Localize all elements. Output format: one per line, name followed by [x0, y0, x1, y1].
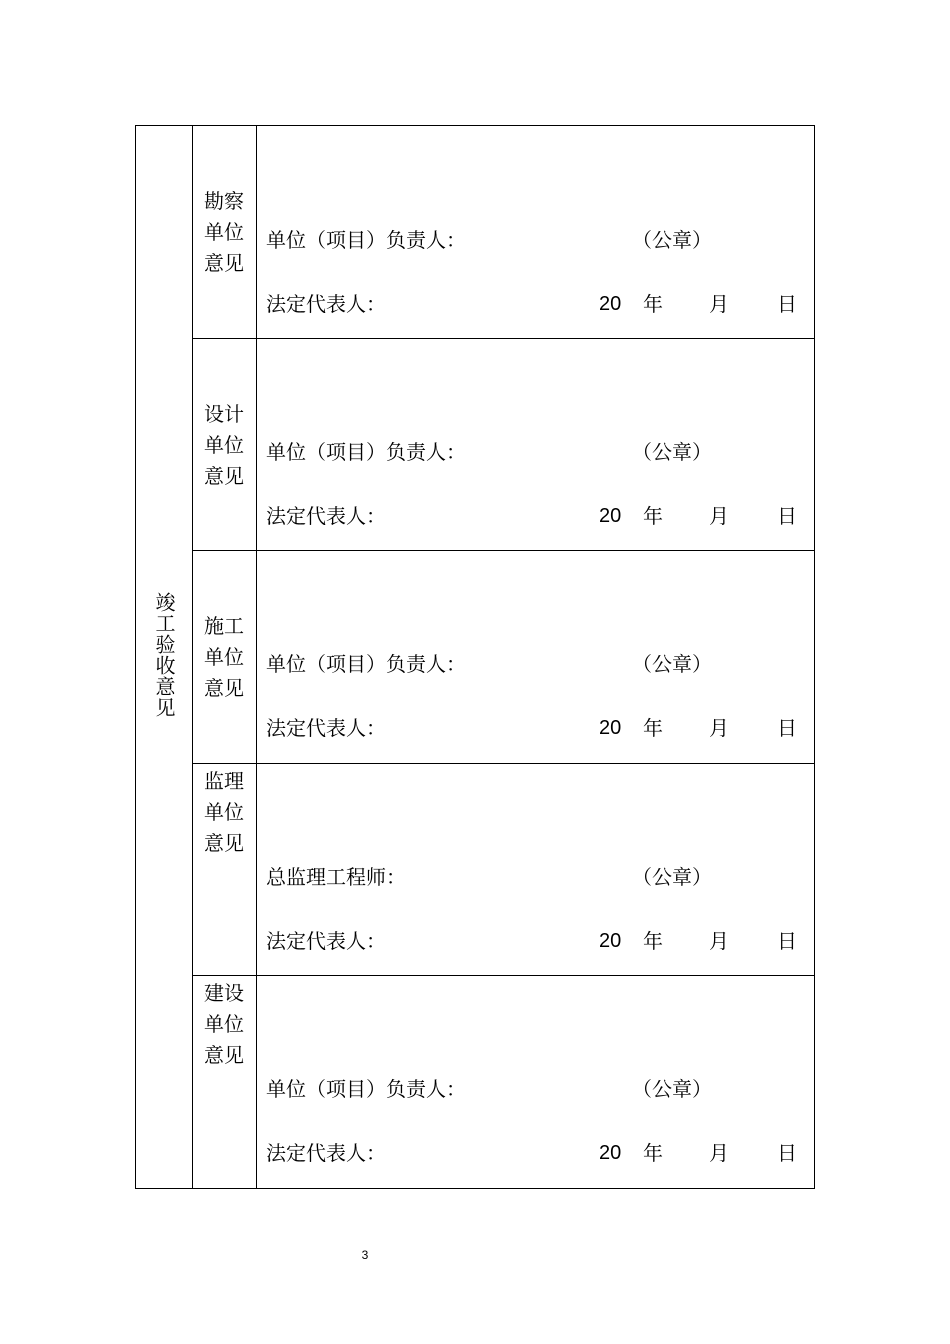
date-line — [266, 290, 814, 318]
signer-line — [266, 650, 814, 678]
signer-line — [266, 438, 814, 466]
opinion-content-cell[interactable] — [257, 764, 815, 976]
year-label: 年 — [643, 716, 663, 740]
month-label: 月 — [709, 1141, 729, 1165]
unit-label-cell — [193, 976, 257, 1189]
legal-rep-label: 法定代表人： — [266, 1141, 386, 1165]
opinion-content-cell[interactable] — [257, 339, 815, 551]
unit-label-cell — [193, 764, 257, 976]
opinion-row-construction — [136, 551, 815, 764]
day-label: 日 — [777, 1141, 797, 1165]
year-label: 年 — [643, 292, 663, 316]
day-label: 日 — [777, 504, 797, 528]
year-label: 年 — [643, 1141, 663, 1165]
signer-label: 单位（项目）负责人： — [266, 652, 466, 676]
section-title-cell — [136, 126, 193, 1189]
opinion-row-survey — [136, 126, 815, 339]
year-prefix: 20 — [599, 293, 622, 315]
signer-label: 单位（项目）负责人： — [266, 228, 466, 252]
unit-label-cell — [193, 126, 257, 339]
signer-label: 单位（项目）负责人： — [266, 440, 466, 464]
month-label: 月 — [709, 504, 729, 528]
legal-rep-label: 法定代表人： — [266, 292, 386, 316]
signer-label: 单位（项目）负责人： — [266, 1077, 466, 1101]
page-number: 3 — [361, 1248, 369, 1262]
signer-line — [266, 1075, 814, 1103]
month-label: 月 — [709, 716, 729, 740]
section-title: 竣工验收意见 — [152, 592, 176, 718]
day-label: 日 — [777, 292, 797, 316]
year-prefix: 20 — [599, 505, 622, 527]
year-prefix: 20 — [599, 717, 622, 739]
unit-label-cell — [193, 551, 257, 764]
seal-label: （公章） — [632, 1077, 712, 1101]
legal-rep-label: 法定代表人： — [266, 504, 386, 528]
unit-label: 设计单位意见 — [204, 402, 244, 488]
date-line — [266, 927, 814, 955]
legal-rep-label: 法定代表人： — [266, 929, 386, 953]
year-prefix: 20 — [599, 930, 622, 952]
signer-label: 总监理工程师： — [266, 865, 406, 889]
unit-label: 施工单位意见 — [204, 614, 244, 700]
year-label: 年 — [643, 929, 663, 953]
unit-label-cell — [193, 339, 257, 551]
day-label: 日 — [777, 929, 797, 953]
month-label: 月 — [709, 929, 729, 953]
opinion-content-cell[interactable] — [257, 126, 815, 339]
unit-label: 监理单位意见 — [204, 769, 244, 855]
year-prefix: 20 — [599, 1142, 622, 1164]
date-line — [266, 502, 814, 530]
day-label: 日 — [777, 716, 797, 740]
unit-label: 建设单位意见 — [204, 981, 244, 1067]
acceptance-opinion-table — [135, 125, 815, 1189]
seal-label: （公章） — [632, 865, 712, 889]
opinion-content-cell[interactable] — [257, 976, 815, 1189]
seal-label: （公章） — [632, 652, 712, 676]
legal-rep-label: 法定代表人： — [266, 716, 386, 740]
seal-label: （公章） — [632, 440, 712, 464]
signer-line — [266, 226, 814, 254]
month-label: 月 — [709, 292, 729, 316]
date-line — [266, 714, 814, 742]
date-line — [266, 1139, 814, 1167]
opinion-row-design — [136, 339, 815, 551]
seal-label: （公章） — [632, 228, 712, 252]
unit-label: 勘察单位意见 — [204, 189, 244, 275]
opinion-row-supervision — [136, 764, 815, 976]
year-label: 年 — [643, 504, 663, 528]
opinion-row-owner — [136, 976, 815, 1189]
opinion-content-cell[interactable] — [257, 551, 815, 764]
signer-line — [266, 863, 814, 891]
